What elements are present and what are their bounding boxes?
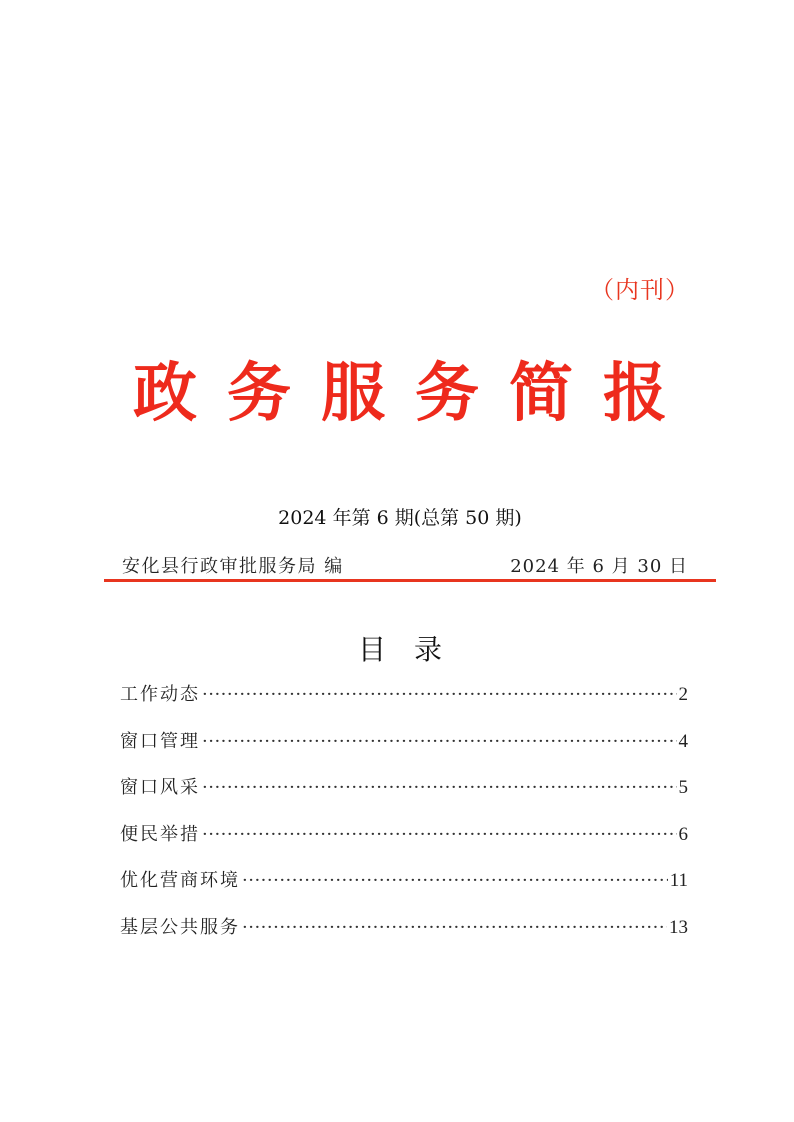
toc-title: 目录 [357,633,470,666]
toc-item-page: 6 [678,823,688,845]
publication-date: 2024 年 6 月 30 日 [510,556,688,577]
toc-dot-leader [202,684,677,705]
toc-item-label: 基层公共服务 [120,916,240,938]
toc-dot-leader [242,917,667,938]
toc-item[interactable] [120,727,688,774]
toc-item-page: 11 [669,870,688,891]
internal-publication-tag: （内刊） [590,276,690,304]
newsletter-title: 政务服务简报 [133,357,697,431]
publisher-line: 安化县行政审批服务局 编 [122,556,344,577]
toc-item[interactable] [120,680,688,727]
toc-item[interactable] [120,773,688,820]
toc-item-label: 窗口管理 [120,730,200,752]
toc-item-page: 4 [678,730,688,752]
toc-item-label: 工作动态 [120,684,200,705]
issue-number: 2024 年第 6 期(总第 50 期) [278,507,522,529]
toc-item-label: 便民举措 [120,823,200,845]
toc-item[interactable] [120,913,688,960]
red-divider-rule [104,579,716,582]
toc-item-label: 窗口风采 [120,777,200,798]
toc-item-page: 2 [678,684,688,705]
toc-item[interactable] [120,866,688,913]
table-of-contents [120,680,688,959]
toc-dot-leader [202,731,677,752]
toc-item-page: 5 [678,777,688,798]
toc-dot-leader [202,824,677,845]
toc-item-label: 优化营商环境 [120,870,240,891]
toc-dot-leader [202,777,677,798]
toc-dot-leader [242,870,668,891]
toc-item-page: 13 [669,916,688,938]
toc-item[interactable] [120,820,688,867]
